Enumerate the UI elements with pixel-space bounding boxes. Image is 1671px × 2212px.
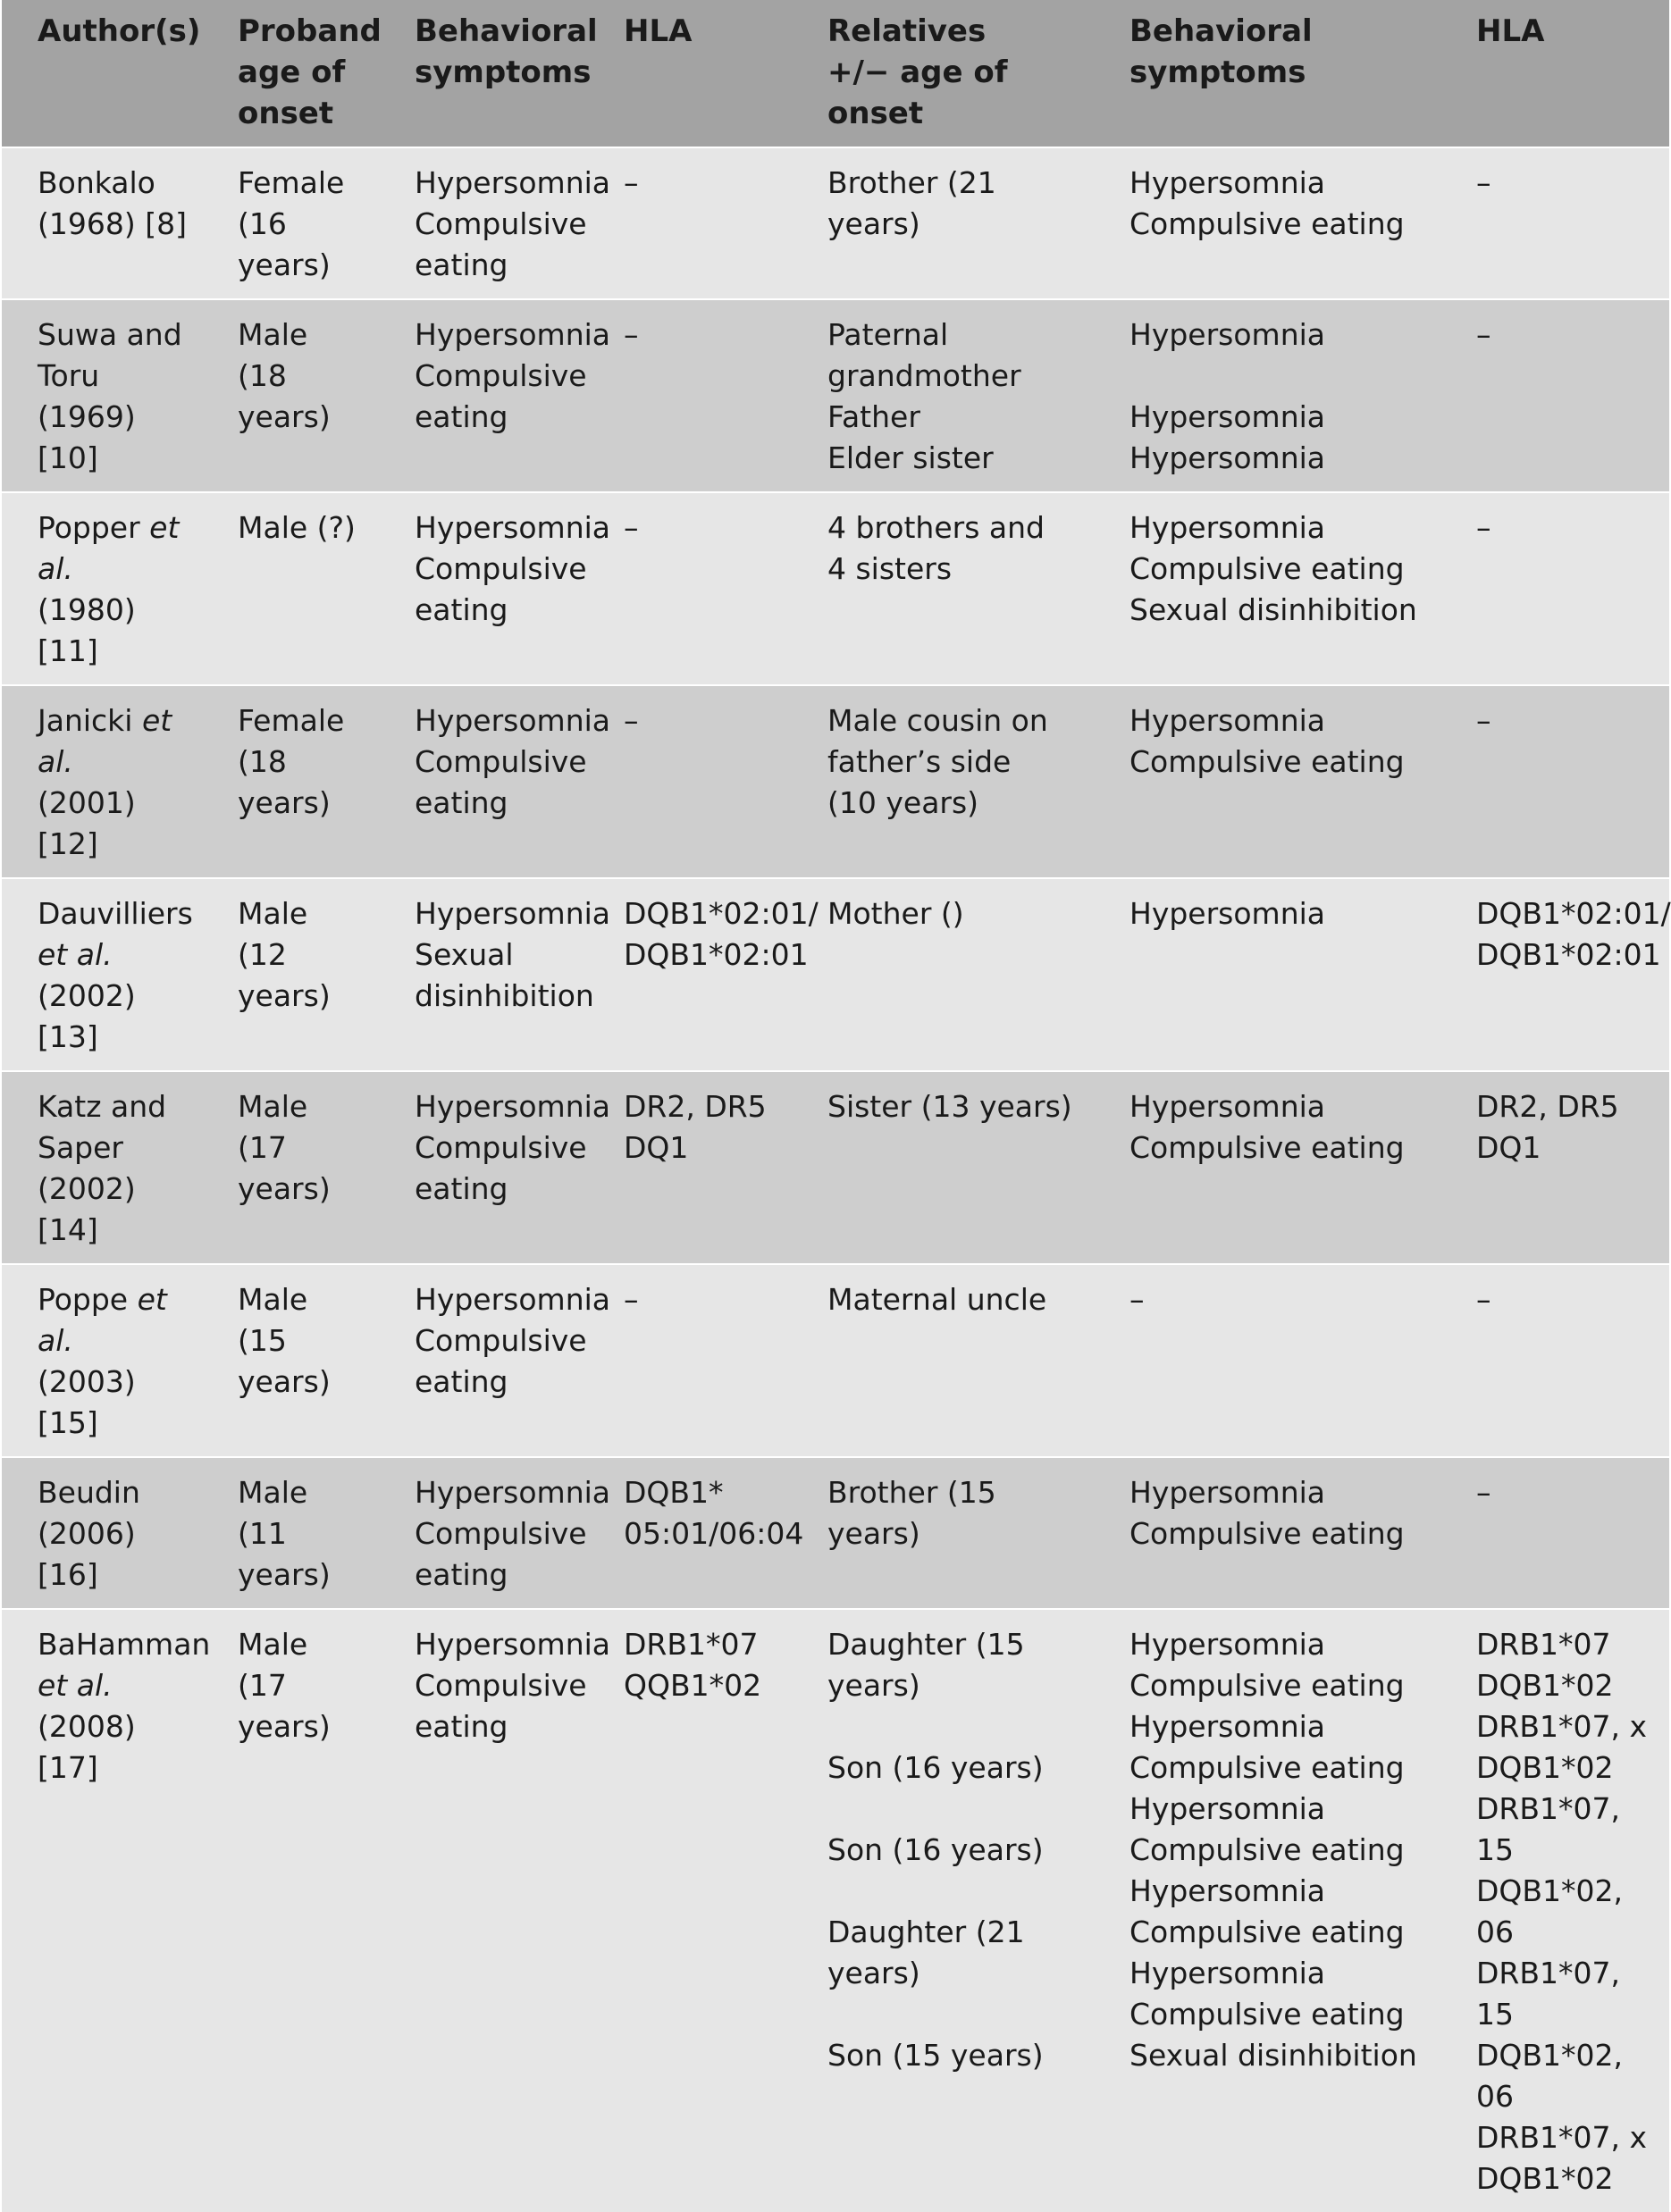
relatives-cell: Daughter (15 years) Son (16 years) Son (16 years) Daughter (21 years) Son (15 years) [792,1609,1094,2212]
symptoms-cell: Hypersomnia Compulsive eating [379,492,588,685]
header-relatives-hla: HLA [1440,0,1669,147]
rel-hla-cell: – [1440,685,1669,878]
table-row [2,1457,1669,1609]
header-relatives: Relatives +/− age of onset [792,0,1094,147]
rel-symptoms-cell: Hypersomnia Compulsive eating Sexual disinhibition [1094,492,1440,685]
proband-cell: Male (?) [202,492,379,685]
author-cell: BaHamman et al. (2008) [17] [2,1609,202,2212]
relatives-cell: Mother () [792,878,1094,1071]
proband-cell: Male (17 years) [202,1609,379,2212]
symptoms-cell: Hypersomnia Compulsive eating [379,1264,588,1457]
relatives-cell: 4 brothers and 4 sisters [792,492,1094,685]
proband-cell: Male (17 years) [202,1071,379,1264]
family-cases-table [2,0,1669,2212]
hla-cell: DRB1*07 QQB1*02 [588,1609,792,2212]
rel-hla-cell: – [1440,1457,1669,1609]
relatives-cell: Maternal uncle [792,1264,1094,1457]
header-authors: Author(s) [2,0,202,147]
proband-cell: Male (11 years) [202,1457,379,1609]
table-row [2,1609,1669,2212]
rel-symptoms-cell: Hypersomnia Compulsive eating [1094,685,1440,878]
header-proband-hla: HLA [588,0,792,147]
rel-hla-cell: – [1440,147,1669,299]
rel-symptoms-cell: Hypersomnia Compulsive eating [1094,147,1440,299]
author-cell: Beudin (2006) [16] [2,1457,202,1609]
rel-hla-cell: – [1440,1264,1669,1457]
rel-hla-cell: DQB1*02:01/ DQB1*02:01 [1440,878,1669,1071]
author-cell: Katz and Saper (2002) [14] [2,1071,202,1264]
relatives-cell: Male cousin on father’s side (10 years) [792,685,1094,878]
table-row [2,1264,1669,1457]
proband-cell: Female (18 years) [202,685,379,878]
hla-cell: – [588,147,792,299]
table-row [2,685,1669,878]
rel-hla-cell: – [1440,492,1669,685]
relatives-cell: Sister (13 years) [792,1071,1094,1264]
hla-cell: – [588,492,792,685]
author-cell: Popper et al. (1980) [11] [2,492,202,685]
table-row [2,878,1669,1071]
symptoms-cell: Hypersomnia Sexual disinhibition [379,878,588,1071]
table-row [2,492,1669,685]
symptoms-cell: Hypersomnia Compulsive eating [379,147,588,299]
rel-symptoms-cell: Hypersomnia Compulsive eating Hypersomnia Compulsive eating Hypersomnia Compulsive eating Hypersomnia Compulsive eating Hypersomnia Compulsive eating Sexual disinhibition [1094,1609,1440,2212]
proband-cell: Male (15 years) [202,1264,379,1457]
rel-symptoms-cell: Hypersomnia Compulsive eating [1094,1071,1440,1264]
table-row [2,299,1669,492]
rel-hla-cell: DR2, DR5 DQ1 [1440,1071,1669,1264]
table-row [2,1071,1669,1264]
header-row [2,0,1669,147]
header-relatives-symptoms: Behavioral symptoms [1094,0,1440,147]
rel-symptoms-cell: Hypersomnia [1094,878,1440,1071]
rel-symptoms-cell: – [1094,1264,1440,1457]
relatives-cell: Paternal grandmother Father Elder sister [792,299,1094,492]
author-cell: Dauvilliers et al. (2002) [13] [2,878,202,1071]
symptoms-cell: Hypersomnia Compulsive eating [379,299,588,492]
hla-cell: – [588,685,792,878]
relatives-cell: Brother (15 years) [792,1457,1094,1609]
hla-cell: – [588,1264,792,1457]
symptoms-cell: Hypersomnia Compulsive eating [379,1071,588,1264]
symptoms-cell: Hypersomnia Compulsive eating [379,685,588,878]
author-cell: Suwa and Toru (1969) [10] [2,299,202,492]
rel-hla-cell: – [1440,299,1669,492]
author-cell: Janicki et al. (2001) [12] [2,685,202,878]
rel-hla-cell: DRB1*07 DQB1*02 DRB1*07, x DQB1*02 DRB1*07, 15 DQB1*02, 06 DRB1*07, 15 DQB1*02, 06 DRB1*07, x DQB1*02 [1440,1609,1669,2212]
author-cell: Poppe et al. (2003) [15] [2,1264,202,1457]
hla-cell: DQB1* 05:01/06:04 [588,1457,792,1609]
relatives-cell: Brother (21 years) [792,147,1094,299]
rel-symptoms-cell: Hypersomnia Hypersomnia Hypersomnia [1094,299,1440,492]
hla-cell: DR2, DR5 DQ1 [588,1071,792,1264]
symptoms-cell: Hypersomnia Compulsive eating [379,1609,588,2212]
proband-cell: Male (18 years) [202,299,379,492]
header-proband-symptoms: Behavioral symptoms [379,0,588,147]
hla-cell: – [588,299,792,492]
proband-cell: Male (12 years) [202,878,379,1071]
author-cell: Bonkalo (1968) [8] [2,147,202,299]
header-proband-age: Proband age of onset [202,0,379,147]
rel-symptoms-cell: Hypersomnia Compulsive eating [1094,1457,1440,1609]
table-row [2,147,1669,299]
proband-cell: Female (16 years) [202,147,379,299]
symptoms-cell: Hypersomnia Compulsive eating [379,1457,588,1609]
hla-cell: DQB1*02:01/ DQB1*02:01 [588,878,792,1071]
